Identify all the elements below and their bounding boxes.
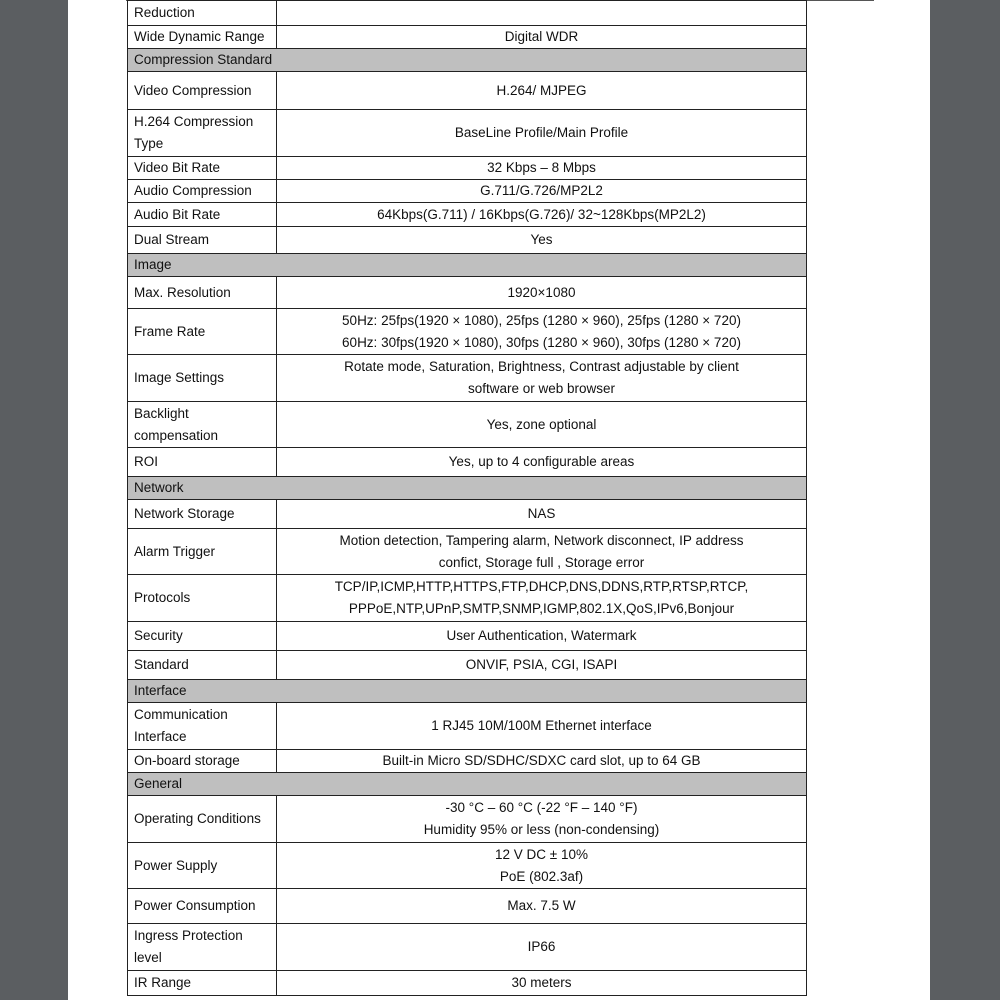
section-title: Compression Standard bbox=[128, 49, 807, 72]
spec-value: 1 RJ45 10M/100M Ethernet interface bbox=[277, 703, 807, 750]
spec-value: Yes bbox=[277, 227, 807, 254]
spec-row bbox=[128, 157, 807, 180]
spec-value: Rotate mode, Saturation, Brightness, Contrast adjustable by client software or web browser bbox=[277, 355, 807, 402]
section-title: General bbox=[128, 773, 807, 796]
spec-row bbox=[128, 750, 807, 773]
spec-label: Frame Rate bbox=[128, 309, 277, 355]
spec-value: Yes, up to 4 configurable areas bbox=[277, 448, 807, 477]
spec-row bbox=[128, 703, 807, 750]
spec-row bbox=[128, 971, 807, 996]
spec-label: H.264 Compression Type bbox=[128, 110, 277, 157]
section-title: Interface bbox=[128, 680, 807, 703]
spec-row bbox=[128, 277, 807, 309]
spec-row bbox=[128, 180, 807, 203]
spec-value: Digital WDR bbox=[277, 26, 807, 49]
spec-row bbox=[128, 796, 807, 843]
section-header-row bbox=[128, 680, 807, 703]
spec-value: -30 °C – 60 °C (-22 °F – 140 °F) Humidity 95% or less (non-condensing) bbox=[277, 796, 807, 843]
spec-label: Audio Bit Rate bbox=[128, 203, 277, 227]
spec-value: Built-in Micro SD/SDHC/SDXC card slot, up to 64 GB bbox=[277, 750, 807, 773]
spec-value: 1920×1080 bbox=[277, 277, 807, 309]
spec-row bbox=[128, 203, 807, 227]
spec-row bbox=[128, 448, 807, 477]
spec-label: Power Supply bbox=[128, 843, 277, 889]
spec-row bbox=[128, 889, 807, 924]
spec-label: Security bbox=[128, 622, 277, 651]
section-header-row bbox=[128, 49, 807, 72]
spec-row bbox=[128, 72, 807, 110]
spec-value: BaseLine Profile/Main Profile bbox=[277, 110, 807, 157]
spec-value: IP66 bbox=[277, 924, 807, 971]
spec-label: Protocols bbox=[128, 575, 277, 622]
spec-value: NAS bbox=[277, 500, 807, 529]
spec-value: 50Hz: 25fps(1920 × 1080), 25fps (1280 × 960), 25fps (1280 × 720) 60Hz: 30fps(1920 × 1080), 30fps (1280 × 960), 30fps (1280 × 720) bbox=[277, 309, 807, 355]
spec-table-body bbox=[128, 1, 807, 996]
spec-table bbox=[127, 0, 807, 996]
spec-label: Video Bit Rate bbox=[128, 157, 277, 180]
spec-value: 64Kbps(G.711) / 16Kbps(G.726)/ 32~128Kbps(MP2L2) bbox=[277, 203, 807, 227]
spec-value: 12 V DC ± 10% PoE (802.3af) bbox=[277, 843, 807, 889]
spec-value: Motion detection, Tampering alarm, Network disconnect, IP address confict, Storage full , Storage error bbox=[277, 529, 807, 575]
spec-value: Max. 7.5 W bbox=[277, 889, 807, 924]
spec-value: H.264/ MJPEG bbox=[277, 72, 807, 110]
spec-label: Reduction bbox=[128, 1, 277, 26]
spec-label: Wide Dynamic Range bbox=[128, 26, 277, 49]
spec-label: Alarm Trigger bbox=[128, 529, 277, 575]
spec-value: G.711/G.726/MP2L2 bbox=[277, 180, 807, 203]
spec-value: ONVIF, PSIA, CGI, ISAPI bbox=[277, 651, 807, 680]
spec-label: On-board storage bbox=[128, 750, 277, 773]
spec-label: Ingress Protection level bbox=[128, 924, 277, 971]
spec-value: 32 Kbps – 8 Mbps bbox=[277, 157, 807, 180]
spec-row bbox=[128, 1, 807, 26]
spec-value bbox=[277, 1, 807, 26]
spec-row bbox=[128, 843, 807, 889]
spec-row bbox=[128, 309, 807, 355]
section-header-row bbox=[128, 477, 807, 500]
spec-value: Yes, zone optional bbox=[277, 402, 807, 448]
spec-label: Image Settings bbox=[128, 355, 277, 402]
section-header-row bbox=[128, 254, 807, 277]
spec-label: Power Consumption bbox=[128, 889, 277, 924]
spec-row bbox=[128, 622, 807, 651]
spec-label: Backlight compensation bbox=[128, 402, 277, 448]
spec-row bbox=[128, 355, 807, 402]
spec-label: ROI bbox=[128, 448, 277, 477]
spec-label: Dual Stream bbox=[128, 227, 277, 254]
spec-row bbox=[128, 26, 807, 49]
spec-row bbox=[128, 110, 807, 157]
spec-label: IR Range bbox=[128, 971, 277, 996]
spec-label: Network Storage bbox=[128, 500, 277, 529]
spec-value: TCP/IP,ICMP,HTTP,HTTPS,FTP,DHCP,DNS,DDNS,RTP,RTSP,RTCP, PPPoE,NTP,UPnP,SMTP,SNMP,IGMP,802.1X,QoS,IPv6,Bonjour bbox=[277, 575, 807, 622]
spec-label: Communication Interface bbox=[128, 703, 277, 750]
section-title: Network bbox=[128, 477, 807, 500]
spec-row bbox=[128, 402, 807, 448]
spec-row bbox=[128, 227, 807, 254]
spec-row bbox=[128, 575, 807, 622]
spec-row bbox=[128, 500, 807, 529]
spec-label: Operating Conditions bbox=[128, 796, 277, 843]
spec-value: User Authentication, Watermark bbox=[277, 622, 807, 651]
spec-value: 30 meters bbox=[277, 971, 807, 996]
spec-row bbox=[128, 924, 807, 971]
spec-row bbox=[128, 529, 807, 575]
spec-label: Standard bbox=[128, 651, 277, 680]
spec-label: Max. Resolution bbox=[128, 277, 277, 309]
spec-row bbox=[128, 651, 807, 680]
section-header-row bbox=[128, 773, 807, 796]
spec-label: Audio Compression bbox=[128, 180, 277, 203]
section-title: Image bbox=[128, 254, 807, 277]
spec-label: Video Compression bbox=[128, 72, 277, 110]
